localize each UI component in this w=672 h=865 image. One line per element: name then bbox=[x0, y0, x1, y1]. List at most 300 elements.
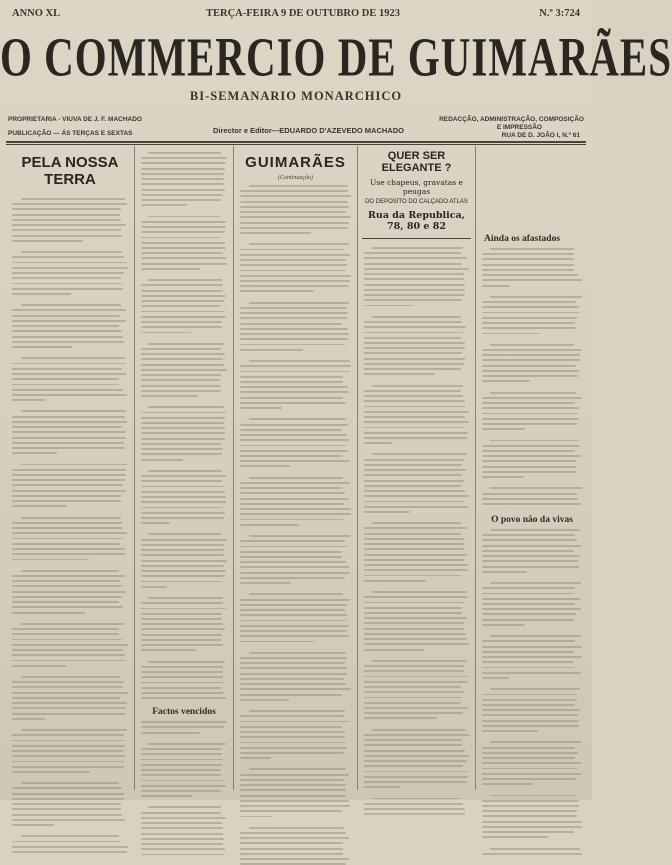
column-3-title: GUIMARÃES bbox=[245, 154, 346, 171]
text-line bbox=[148, 743, 227, 745]
text-line bbox=[240, 736, 345, 738]
text-line bbox=[12, 660, 125, 662]
text-line bbox=[141, 833, 223, 835]
text-line bbox=[240, 795, 346, 797]
text-line bbox=[141, 676, 223, 678]
text-line bbox=[12, 771, 90, 773]
column-2-text bbox=[141, 152, 227, 855]
text-line bbox=[482, 619, 574, 621]
text-line bbox=[240, 752, 344, 754]
text-line bbox=[364, 569, 468, 571]
text-line bbox=[12, 793, 125, 795]
text-line bbox=[141, 507, 223, 509]
text-line bbox=[490, 688, 580, 690]
text-line bbox=[372, 453, 466, 455]
text-line bbox=[12, 575, 125, 577]
text-line bbox=[141, 666, 223, 668]
text-line bbox=[12, 787, 122, 789]
text-line bbox=[364, 676, 468, 678]
column-3 bbox=[236, 146, 355, 794]
text-line bbox=[141, 560, 227, 562]
text-line bbox=[482, 258, 574, 260]
text-line bbox=[141, 671, 223, 673]
text-line bbox=[240, 280, 350, 282]
text-line bbox=[12, 320, 126, 322]
text-line bbox=[490, 392, 576, 394]
text-line bbox=[21, 251, 122, 253]
text-line bbox=[240, 561, 346, 563]
text-line bbox=[12, 596, 122, 598]
text-line bbox=[364, 437, 467, 439]
text-line bbox=[148, 806, 221, 808]
text-line bbox=[482, 306, 579, 308]
text-line bbox=[364, 263, 462, 265]
text-line bbox=[482, 402, 575, 404]
text-line bbox=[482, 375, 578, 377]
text-line bbox=[12, 240, 83, 242]
text-line bbox=[12, 718, 45, 720]
text-line bbox=[141, 257, 226, 259]
text-line bbox=[249, 302, 349, 304]
text-line bbox=[141, 364, 224, 366]
text-line bbox=[12, 633, 119, 635]
text-line bbox=[141, 189, 225, 191]
text-line bbox=[482, 800, 579, 802]
column-1 bbox=[8, 146, 132, 794]
text-line bbox=[240, 391, 349, 393]
text-line bbox=[141, 438, 225, 440]
text-line bbox=[12, 442, 124, 444]
text-line bbox=[240, 683, 346, 685]
text-line bbox=[12, 548, 125, 550]
text-line bbox=[12, 713, 125, 715]
text-line bbox=[364, 643, 469, 645]
text-line bbox=[141, 586, 167, 588]
text-line bbox=[364, 337, 461, 339]
text-line bbox=[141, 459, 183, 461]
text-line bbox=[364, 628, 464, 630]
text-line bbox=[12, 591, 126, 593]
text-line bbox=[364, 406, 465, 408]
text-line bbox=[249, 185, 348, 187]
advert-line-2: DO DEPOSITO DO CALÇADO ATLAS bbox=[365, 199, 468, 205]
text-line bbox=[141, 284, 223, 286]
text-line bbox=[364, 554, 467, 556]
text-line bbox=[141, 194, 223, 196]
advert-title: QUER SER ELEGANTE ? bbox=[381, 150, 452, 174]
text-line bbox=[12, 330, 122, 332]
text-line bbox=[12, 654, 125, 656]
column-3-caption: (Continuação) bbox=[278, 175, 313, 181]
text-line bbox=[364, 527, 467, 529]
text-line bbox=[482, 380, 530, 382]
text-line bbox=[482, 831, 574, 833]
text-line bbox=[482, 418, 579, 420]
text-line bbox=[364, 612, 462, 614]
text-line bbox=[482, 269, 574, 271]
text-line bbox=[240, 556, 342, 558]
text-line bbox=[482, 773, 581, 775]
text-line bbox=[240, 450, 348, 452]
text-line bbox=[240, 577, 345, 579]
text-line bbox=[482, 534, 575, 536]
text-line bbox=[141, 602, 223, 604]
text-line bbox=[240, 694, 342, 696]
text-line bbox=[12, 707, 126, 709]
text-line bbox=[240, 789, 346, 791]
text-line bbox=[240, 275, 351, 277]
text-line bbox=[240, 206, 349, 208]
text-line bbox=[372, 729, 466, 731]
top-meta-bar bbox=[8, 6, 584, 24]
text-line bbox=[364, 786, 401, 788]
text-line bbox=[12, 606, 123, 608]
text-line bbox=[240, 800, 349, 802]
text-line bbox=[482, 322, 575, 324]
text-line bbox=[148, 470, 222, 472]
text-line bbox=[12, 421, 127, 423]
text-line bbox=[240, 249, 344, 251]
text-line bbox=[364, 400, 465, 402]
text-line bbox=[141, 682, 224, 684]
text-line bbox=[141, 785, 226, 787]
text-line bbox=[364, 633, 466, 635]
text-line bbox=[148, 533, 221, 535]
text-line bbox=[364, 670, 464, 672]
text-line bbox=[364, 252, 461, 254]
newspaper-subtitle: BI-SEMANARIO MONARCHICO bbox=[189, 89, 403, 103]
text-line bbox=[240, 402, 346, 404]
text-line bbox=[141, 173, 224, 175]
text-line bbox=[482, 560, 578, 562]
text-line bbox=[141, 178, 224, 180]
text-line bbox=[12, 702, 127, 704]
text-line bbox=[141, 326, 222, 328]
text-line bbox=[141, 774, 221, 776]
text-line bbox=[141, 231, 225, 233]
text-line bbox=[364, 284, 465, 286]
column-divider bbox=[357, 146, 358, 790]
text-line bbox=[141, 247, 226, 249]
text-line bbox=[240, 371, 350, 373]
text-line bbox=[12, 346, 72, 348]
text-line bbox=[141, 204, 187, 206]
text-line bbox=[240, 667, 347, 669]
text-line bbox=[364, 617, 467, 619]
volume-label: ANNO XL bbox=[12, 8, 61, 19]
text-line bbox=[482, 274, 578, 276]
text-line bbox=[141, 316, 226, 318]
text-line bbox=[141, 432, 225, 434]
text-line bbox=[482, 640, 575, 642]
text-line bbox=[240, 540, 345, 542]
text-line bbox=[21, 517, 120, 519]
text-line bbox=[141, 817, 226, 819]
text-line bbox=[482, 285, 510, 287]
publication-line: PUBLICAÇÃO — ÁS TERÇAS E SEXTAS bbox=[8, 130, 133, 137]
text-line bbox=[482, 709, 580, 711]
text-line bbox=[482, 752, 578, 754]
text-line bbox=[12, 416, 125, 418]
text-line bbox=[490, 848, 580, 850]
text-line bbox=[372, 247, 463, 249]
text-line bbox=[12, 601, 119, 603]
text-line bbox=[240, 678, 344, 680]
text-line bbox=[141, 358, 223, 360]
text-line bbox=[12, 203, 127, 205]
text-line bbox=[141, 501, 226, 503]
text-line bbox=[364, 268, 469, 270]
text-line bbox=[364, 781, 467, 783]
text-line bbox=[12, 500, 121, 502]
text-line bbox=[12, 325, 119, 327]
text-line bbox=[240, 779, 344, 781]
text-line bbox=[141, 162, 226, 164]
text-line bbox=[141, 237, 221, 239]
text-line bbox=[482, 672, 581, 674]
text-line bbox=[240, 285, 349, 287]
text-line bbox=[141, 348, 221, 350]
text-line bbox=[372, 798, 460, 800]
text-line bbox=[482, 730, 538, 732]
text-line bbox=[482, 661, 574, 663]
text-line bbox=[482, 720, 579, 722]
text-line bbox=[240, 338, 348, 340]
text-line bbox=[240, 625, 349, 627]
printing-line: E IMPRESSÃO bbox=[496, 124, 542, 131]
text-line bbox=[240, 848, 343, 850]
text-line bbox=[12, 389, 123, 391]
text-line bbox=[364, 347, 465, 349]
text-line bbox=[12, 644, 128, 646]
text-line bbox=[141, 570, 226, 572]
text-line bbox=[240, 842, 343, 844]
text-line bbox=[249, 593, 343, 595]
text-line bbox=[240, 492, 345, 494]
text-line bbox=[482, 646, 582, 648]
text-line bbox=[364, 755, 469, 757]
text-line bbox=[482, 667, 575, 669]
text-line bbox=[490, 296, 582, 298]
text-line bbox=[240, 333, 349, 335]
text-line bbox=[364, 559, 464, 561]
text-line bbox=[240, 487, 343, 489]
text-line bbox=[240, 317, 347, 319]
text-line bbox=[12, 235, 122, 237]
text-line bbox=[21, 676, 119, 678]
text-line bbox=[482, 445, 580, 447]
column-5-title: Ainda os afastados bbox=[484, 234, 561, 244]
text-line bbox=[364, 368, 461, 370]
text-line bbox=[141, 480, 222, 482]
text-line bbox=[12, 841, 120, 843]
text-line bbox=[490, 487, 582, 489]
text-line bbox=[12, 522, 122, 524]
text-line bbox=[141, 613, 222, 615]
text-line bbox=[240, 582, 291, 584]
text-line bbox=[141, 732, 200, 734]
text-line bbox=[482, 608, 581, 610]
text-line bbox=[364, 808, 465, 810]
text-line bbox=[141, 539, 227, 541]
text-line bbox=[482, 493, 577, 495]
text-line bbox=[141, 549, 224, 551]
text-line bbox=[141, 634, 222, 636]
text-line bbox=[364, 607, 462, 609]
text-line bbox=[21, 198, 124, 200]
text-line bbox=[12, 745, 125, 747]
text-line bbox=[240, 254, 350, 256]
column-5-top-space bbox=[478, 146, 586, 226]
text-line bbox=[364, 432, 468, 434]
text-line bbox=[148, 406, 224, 408]
text-line bbox=[364, 686, 461, 688]
text-line bbox=[482, 747, 575, 749]
text-line bbox=[240, 195, 351, 197]
text-line bbox=[364, 548, 464, 550]
text-line bbox=[141, 300, 224, 302]
text-line bbox=[364, 390, 461, 392]
text-line bbox=[364, 622, 464, 624]
text-line bbox=[482, 354, 580, 356]
text-line bbox=[364, 543, 464, 545]
text-line bbox=[364, 702, 461, 704]
text-line bbox=[141, 726, 224, 728]
text-line bbox=[364, 501, 464, 503]
text-line bbox=[12, 628, 119, 630]
text-line bbox=[12, 219, 121, 221]
text-line bbox=[12, 288, 123, 290]
text-line bbox=[141, 443, 221, 445]
text-line bbox=[482, 545, 581, 547]
text-line bbox=[364, 575, 461, 577]
text-line bbox=[482, 853, 582, 855]
text-line bbox=[21, 835, 119, 837]
text-line bbox=[141, 379, 220, 381]
text-line bbox=[141, 374, 221, 376]
text-line bbox=[141, 221, 226, 223]
text-line bbox=[482, 498, 578, 500]
text-line bbox=[141, 475, 226, 477]
text-line bbox=[482, 413, 578, 415]
text-line bbox=[482, 571, 527, 573]
text-line bbox=[141, 554, 224, 556]
redaction-line: REDACÇÃO, ADMINISTRAÇÃO, COMPOSIÇÃO bbox=[439, 116, 584, 123]
text-line bbox=[141, 263, 227, 265]
text-line bbox=[364, 506, 468, 508]
text-line bbox=[482, 815, 577, 817]
text-line bbox=[12, 585, 122, 587]
text-line bbox=[21, 623, 124, 625]
text-line bbox=[240, 232, 311, 234]
text-line bbox=[12, 532, 127, 534]
text-line bbox=[482, 365, 576, 367]
text-line bbox=[12, 208, 121, 210]
text-line bbox=[141, 759, 223, 761]
text-line bbox=[482, 624, 525, 626]
text-line bbox=[12, 277, 121, 279]
text-line bbox=[482, 762, 581, 764]
text-line bbox=[141, 385, 221, 387]
text-line bbox=[364, 421, 469, 423]
text-line bbox=[364, 765, 463, 767]
text-line bbox=[240, 810, 342, 812]
text-line bbox=[141, 565, 224, 567]
text-line bbox=[482, 503, 581, 505]
text-line bbox=[12, 740, 124, 742]
text-line bbox=[240, 222, 349, 224]
text-line bbox=[12, 267, 128, 269]
text-line bbox=[12, 803, 121, 805]
column-5 bbox=[478, 146, 586, 794]
text-line bbox=[141, 639, 221, 641]
text-line bbox=[141, 618, 222, 620]
newspaper-title: O COMMERCIO DE GUIMARÃES bbox=[0, 25, 672, 88]
text-line bbox=[482, 349, 582, 351]
text-line bbox=[240, 407, 282, 409]
text-line bbox=[364, 596, 468, 598]
text-line bbox=[141, 687, 222, 689]
text-line bbox=[482, 301, 576, 303]
text-line bbox=[141, 295, 226, 297]
text-line bbox=[141, 692, 224, 694]
text-line bbox=[364, 665, 464, 667]
text-line bbox=[482, 593, 574, 595]
text-line bbox=[12, 819, 125, 821]
text-line bbox=[141, 697, 226, 699]
text-line bbox=[141, 575, 225, 577]
text-line bbox=[141, 838, 224, 840]
text-line bbox=[12, 262, 127, 264]
text-line bbox=[240, 726, 342, 728]
text-line bbox=[141, 290, 223, 292]
text-line bbox=[364, 427, 464, 429]
text-line bbox=[141, 242, 225, 244]
text-line bbox=[21, 304, 121, 306]
text-line bbox=[240, 376, 343, 378]
text-line bbox=[364, 294, 465, 296]
text-line bbox=[240, 715, 344, 717]
text-line bbox=[141, 512, 225, 514]
text-line bbox=[482, 539, 577, 541]
text-line bbox=[490, 741, 581, 743]
text-line bbox=[148, 343, 225, 345]
text-line bbox=[141, 305, 220, 307]
text-line bbox=[12, 649, 123, 651]
text-line bbox=[482, 370, 580, 372]
text-line bbox=[364, 538, 464, 540]
text-line bbox=[12, 452, 57, 454]
column-5-lower-text bbox=[482, 529, 582, 855]
text-line bbox=[482, 783, 533, 785]
text-line bbox=[141, 321, 222, 323]
text-line bbox=[482, 821, 582, 823]
text-line bbox=[364, 342, 465, 344]
text-line bbox=[240, 508, 351, 510]
text-line bbox=[141, 183, 224, 185]
text-line bbox=[240, 757, 271, 759]
text-line bbox=[490, 795, 577, 797]
text-line bbox=[141, 795, 193, 797]
text-line bbox=[141, 390, 221, 392]
text-line bbox=[240, 742, 346, 744]
text-line bbox=[240, 482, 350, 484]
text-line bbox=[141, 843, 223, 845]
text-line bbox=[482, 826, 582, 828]
text-line bbox=[12, 766, 124, 768]
text-line bbox=[364, 464, 462, 466]
text-line bbox=[12, 368, 122, 370]
